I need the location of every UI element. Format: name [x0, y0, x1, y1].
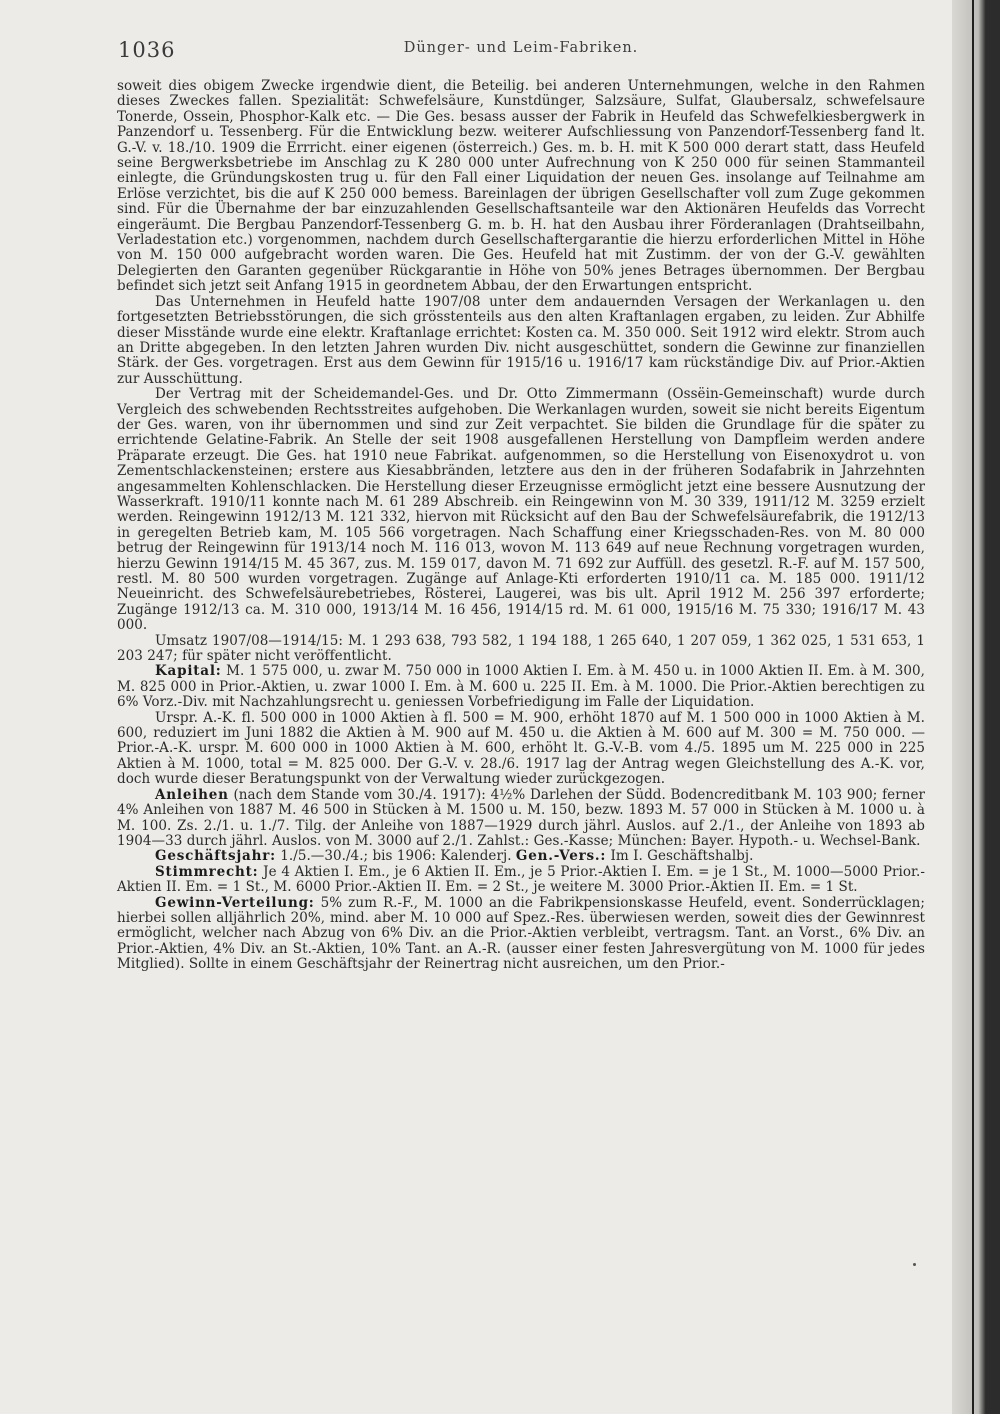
page-header: [118, 38, 924, 62]
section-label-loans: Anleihen: [155, 786, 229, 803]
paragraph-contract-results: Der Vertrag mit der Scheidemandel-Ges. und Dr. Otto Zimmermann (Ossëin-Gemeinschaft) wurde durch Vergleich des schwebenden Rechtsstreites aufgehoben. Die Werkanlagen wurden, soweit sie nicht bereits Eigentum der Ges. waren, von ihr übernommen und sind zur Zeit verpachtet. Sie bilden die Grundlage für die später zu errichtende Gelatine-Fabrik. An Stelle der seit 1908 ausgefallenen Herstellung von Dampfleim werden andere Präparate erzeugt. Die Ges. hat 1910 neue Fabrikat. aufgenommen, so die Herstellung von Eisenoxydrot u. von Zementschlackensteinen; erstere aus Kiesabbränden, letztere aus den in der früheren Sodafabrik in Jahrzehnten angesammelten Kohlenschlacken. Die Herstellung dieser Erzeugnisse ermöglicht jetzt eine bessere Ausnutzung der Wasserkraft. 1910/11 konnte nach M. 61 289 Abschreib. ein Reingewinn von M. 30 339, 1911/12 M. 3259 erzielt werden. Reingewinn 1912/13 M. 121 332, hiervon mit Rücksicht auf den Bau der Schwefelsäurefabrik, die 1912/13 in geregelten Betrieb kam, M. 105 566 vorgetragen. Nach Schaffung einer Kriegsschaden-Res. von M. 80 000 betrug der Reingewinn für 1913/14 noch M. 116 013, wovon M. 113 649 auf neue Rechnung vorgetragen wurden, hierzu Gewinn 1914/15 M. 45 367, zus. M. 159 017, davon M. 71 692 zur Auffüll. des gesetzl. R.-F. auf M. 157 500, restl. M. 80 500 wurden vorgetragen. Zugänge auf Anlage-Kti erforderten 1910/11 ca. M. 185 000. 1911/12 Neueinricht. des Schwefelsäurebetriebes, Rösterei, Laugerei, was bis ult. April 1912 M. 256 397 erforderte; Zugänge 1912/13 ca. M. 310 000, 1913/14 M. 16 456, 1914/15 rd. M. 61 000, 1915/16 M. 75 330; 1916/17 M. 43 000.: [117, 386, 925, 634]
section-label-general-meeting: Gen.-Vers.:: [515, 848, 607, 865]
section-label-voting-rights: Stimmrecht:: [155, 863, 259, 880]
scan-edge-shadow: [952, 0, 1000, 1414]
section-label-profit-distribution: Gewinn-Verteilung:: [155, 894, 315, 911]
scan-speck: [913, 1263, 916, 1266]
fiscal-year-text: 1./5.—30./4.; bis 1906: Kalenderj.: [280, 848, 512, 865]
paragraph-company-purpose: soweit dies obigem Zwecke irgendwie dient, die Beteilig. bei anderen Unternehmungen, welche in den Rahmen dieses Zweckes fallen. Spezialität: Schwefelsäure, Kunstdünger, Salzsäure, Sulfat, Glaubersalz, schwefelsaure Tonerde, Ossein, Phosphor-Kalk etc. — Die Ges. besass ausser der Fabrik in Heufeld das Schwefelkiesbergwerk in Panzendorf u. Tessenberg. Für die Entwicklung bezw. weiterer Aufschliessung von Panzendorf-Tessenberg fand lt. G.-V. v. 18./10. 1909 die Errricht. einer eigenen (österreich.) Ges. m. b. H. mit K 500 000 derart statt, dass Heufeld seine Bergwerksbetriebe im Anschlag zu K 280 000 unter Aufrechnung von K 250 000 für seinen Stammanteil einlegte, die Gründungskosten trug u. für den Fall einer Liquidation der neuen Ges. insolange auf Teilnahme am Erlöse verzichtet, bis die auf K 250 000 bemess. Bareinlagen der übrigen Gesellschafter voll zum Zuge gekommen sind. Für die Übernahme der bar einzuzahlenden Gesellschaftsanteile war den Aktionären Heufelds das Vorrecht eingeräumt. Die Bergbau Panzendorf-Tessenberg G. m. b. H. hat den Ausbau ihrer Förderanlagen (Drahtseilbahn, Verladestation etc.) vorgenommen, nachdem durch Gesellschaftergarantie die hierzu erforderlichen Mittel in Höhe von M. 150 000 aufgebracht worden waren. Die Ges. Heufeld hat mit Zustimm. der von der G.-V. gewählten Delegierten den Garanten gegenüber Rückgarantie in Höhe von 50% jenes Betrages übernommen. Der Bergbau befindet sich jetzt seit Anfang 1915 in geordnetem Abbau, der den Erwartungen entspricht.: [117, 78, 925, 295]
loans-text: (nach dem Stande vom 30./4. 1917): 4½% Darlehen der Südd. Bodencreditbank M. 103 900; ferner 4% Anleihen von 1887 M. 46 500 in Stücken à M. 1500 u. M. 150, bezw. 1893 M. 57 000 in Stücken à M. 1000 u. à M. 100. Zs. 2./1. u. 1./7. Tilg. der Anleihe von 1887—1929 durch jährl. Auslos. auf 2./1., der Anleihe von 1893 ab 1904—33 durch jährl. Auslos. von M. 3000 auf 2./1. Zahlst.: Ges.-Kasse; München: Bayer. Hypoth.- u. Wechsel-Bank.: [117, 786, 925, 849]
page-number: 1036: [118, 38, 176, 62]
section-label-fiscal-year: Geschäftsjahr:: [155, 848, 276, 865]
paragraph-loans: [117, 788, 925, 850]
paragraph-voting-rights: [117, 865, 925, 896]
section-label-capital: Kapital:: [155, 663, 222, 680]
capital-text: M. 1 575 000, u. zwar M. 750 000 in 1000 Aktien I. Em. à M. 450 u. in 1000 Aktien II. Em. à M. 300, M. 825 000 in Prior.-Aktien, u. zwar 1000 I. Em. à M. 600 u. 225 II. Em. à M. 1000. Die Prior.-Aktien berechtigen zu 6% Vorz.-Div. mit Nachzahlungsrecht u. geniessen Vorbefriedigung im Falle der Liquidation.: [117, 663, 925, 711]
paragraph-capital-history: Urspr. A.-K. fl. 500 000 in 1000 Aktien à fl. 500 = M. 900, erhöht 1870 auf M. 1 500 000 in 1000 Aktien à M. 600, reduziert im Juni 1882 die Aktien à M. 900 auf M. 450 u. die Aktien à M. 600 auf M. 300 = M. 750 000. — Prior.-A.-K. urspr. M. 600 000 in 1000 Aktien à M. 600, erhöht lt. G.-V.-B. vom 4./5. 1895 um M. 225 000 in 225 Aktien à M. 1000, total = M. 825 000. Der G.-V. v. 28./6. 1917 lag der Antrag wegen Gleichstellung des A.-K. vor, doch wurde dieser Beratungspunkt von der Verwaltung wieder zurückgezogen.: [117, 709, 925, 788]
paragraph-fiscal-year: [117, 849, 925, 864]
paragraph-turnover: Umsatz 1907/08—1914/15: M. 1 293 638, 793 582, 1 194 188, 1 265 640, 1 207 059, 1 362 025, 1 531 653, 1 203 247; für später nicht veröffentlicht.: [117, 632, 925, 665]
paragraph-profit-distribution: [117, 896, 925, 973]
paragraph-capital: [117, 664, 925, 710]
voting-rights-text: Je 4 Aktien I. Em., je 6 Aktien II. Em., je 5 Prior.-Aktien I. Em. = je 1 St., M. 1000—5000 Prior.-Aktien II. Em. = 1 St., M. 6000 Prior.-Aktien II. Em. = 2 St., je weitere M. 3000 Prior.-Aktien II. Em. = 1 St.: [117, 863, 926, 896]
body-text: [117, 79, 925, 973]
paragraph-plant-history: Das Unternehmen in Heufeld hatte 1907/08 unter dem andauernden Versagen der Werkanlagen u. den fortgesetzten Betriebsstörungen, die sich grösstenteils aus den alten Kraftanlagen ergaben, zu leiden. Zur Abhilfe dieser Misstände wurde eine elektr. Kraftanlage errichtet: Kosten ca. M. 350 000. Seit 1912 wird elektr. Strom auch an Dritte abgegeben. In den letzten Jahren wurden Div. nicht ausgeschüttet, sondern die Gewinne zur finanziellen Stärk. der Ges. vorgetragen. Erst aus dem Gewinn für 1915/16 u. 1916/17 kam rückständige Div. auf Prior.-Aktien zur Ausschüttung.: [117, 293, 925, 387]
general-meeting-text: Im I. Geschäftshalbj.: [610, 848, 754, 865]
running-head: Dünger- und Leim-Fabriken.: [403, 40, 639, 56]
profit-distribution-text: 5% zum R.-F., M. 1000 an die Fabrikpensionskasse Heufeld, event. Sonderrücklagen; hierbei sollen alljährlich 20%, mind. aber M. 10 000 auf Spez.-Res. überwiesen werden, soweit dies der Gewinnrest ermöglicht, welcher nach Abzug von 6% Div. an die Prior.-Aktien verbleibt, vertragsm. Tant. an Vorst., 6% Div. an Prior.-Aktien, 4% Div. an St.-Aktien, 10% Tant. an A.-R. (ausser einer festen Jahresvergütung von M. 1000 für jedes Mitglied). Sollte in einem Geschäftsjahr der Reinertrag nicht ausreichen, um den Prior.-: [117, 894, 925, 973]
